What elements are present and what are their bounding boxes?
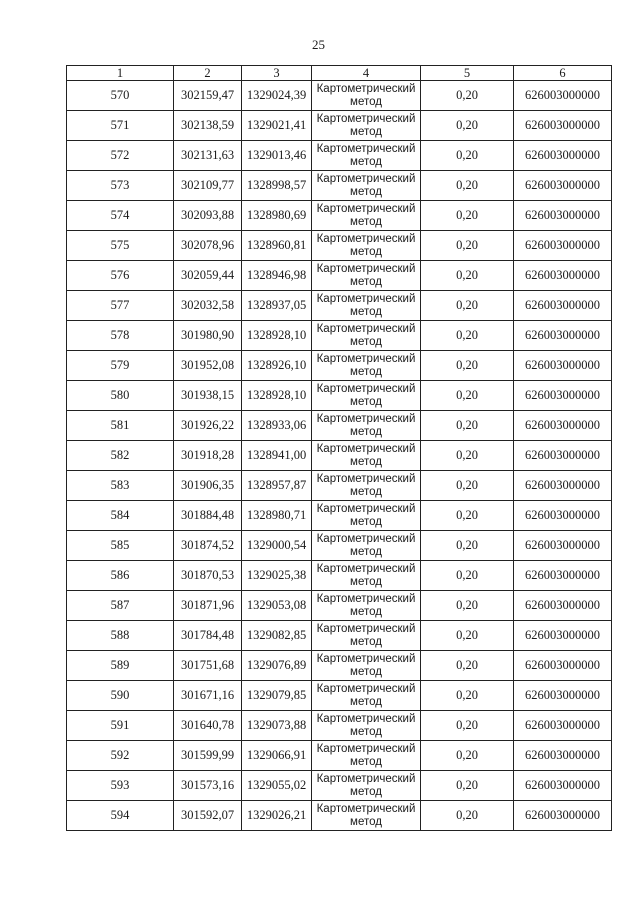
- table-row: [67, 681, 612, 711]
- table-row: [67, 801, 612, 831]
- y-coordinate-cell: 1328941,00: [242, 441, 312, 471]
- accuracy-cell: 0,20: [421, 801, 514, 831]
- point-number-cell: 582: [67, 441, 174, 471]
- y-coordinate-cell: 1329026,21: [242, 801, 312, 831]
- y-coordinate-cell: 1329024,39: [242, 81, 312, 111]
- cadastral-number-cell: 626003000000: [514, 591, 612, 621]
- cadastral-number-cell: 626003000000: [514, 141, 612, 171]
- point-number-cell: 577: [67, 291, 174, 321]
- method-cell: [312, 561, 421, 591]
- method-text: Картометрический метод: [316, 202, 416, 228]
- cadastral-number-cell: 626003000000: [514, 441, 612, 471]
- method-text: Картометрический метод: [316, 82, 416, 108]
- accuracy-cell: 0,20: [421, 291, 514, 321]
- column-header: 1: [67, 66, 174, 81]
- table-row: [67, 741, 612, 771]
- method-cell: [312, 801, 421, 831]
- x-coordinate-cell: 301952,08: [174, 351, 242, 381]
- point-number-cell: 578: [67, 321, 174, 351]
- x-coordinate-cell: 301751,68: [174, 651, 242, 681]
- cadastral-number-cell: 626003000000: [514, 411, 612, 441]
- method-text: Картометрический метод: [316, 172, 416, 198]
- x-coordinate-cell: 301918,28: [174, 441, 242, 471]
- table-row: [67, 771, 612, 801]
- x-coordinate-cell: 301671,16: [174, 681, 242, 711]
- method-text: Картометрический метод: [316, 802, 416, 828]
- method-text: Картометрический метод: [316, 292, 416, 318]
- point-number-cell: 574: [67, 201, 174, 231]
- point-number-cell: 576: [67, 261, 174, 291]
- y-coordinate-cell: 1328928,10: [242, 381, 312, 411]
- point-number-cell: 585: [67, 531, 174, 561]
- method-cell: [312, 261, 421, 291]
- table-row: [67, 531, 612, 561]
- table-row: [67, 471, 612, 501]
- table-row: [67, 141, 612, 171]
- table-row: [67, 621, 612, 651]
- method-cell: [312, 591, 421, 621]
- table-row: [67, 351, 612, 381]
- x-coordinate-cell: 301784,48: [174, 621, 242, 651]
- method-text: Картометрический метод: [316, 232, 416, 258]
- table-row: [67, 81, 612, 111]
- accuracy-cell: 0,20: [421, 651, 514, 681]
- x-coordinate-cell: 302093,88: [174, 201, 242, 231]
- cadastral-number-cell: 626003000000: [514, 351, 612, 381]
- page-number: 25: [312, 37, 325, 52]
- y-coordinate-cell: 1329073,88: [242, 711, 312, 741]
- method-cell: [312, 531, 421, 561]
- y-coordinate-cell: 1328980,69: [242, 201, 312, 231]
- method-text: Картометрический метод: [316, 142, 416, 168]
- y-coordinate-cell: 1328946,98: [242, 261, 312, 291]
- accuracy-cell: 0,20: [421, 381, 514, 411]
- x-coordinate-cell: 301573,16: [174, 771, 242, 801]
- y-coordinate-cell: 1329025,38: [242, 561, 312, 591]
- accuracy-cell: 0,20: [421, 471, 514, 501]
- column-header: 3: [242, 66, 312, 81]
- point-number-cell: 571: [67, 111, 174, 141]
- y-coordinate-cell: 1328960,81: [242, 231, 312, 261]
- cadastral-number-cell: 626003000000: [514, 321, 612, 351]
- accuracy-cell: 0,20: [421, 141, 514, 171]
- method-cell: [312, 471, 421, 501]
- cadastral-number-cell: 626003000000: [514, 621, 612, 651]
- x-coordinate-cell: 302078,96: [174, 231, 242, 261]
- point-number-cell: 572: [67, 141, 174, 171]
- method-cell: [312, 321, 421, 351]
- method-cell: [312, 381, 421, 411]
- method-text: Картометрический метод: [316, 472, 416, 498]
- y-coordinate-cell: 1329076,89: [242, 651, 312, 681]
- method-text: Картометрический метод: [316, 712, 416, 738]
- method-text: Картометрический метод: [316, 772, 416, 798]
- table-row: [67, 561, 612, 591]
- method-cell: [312, 771, 421, 801]
- column-header: 2: [174, 66, 242, 81]
- y-coordinate-cell: 1329055,02: [242, 771, 312, 801]
- cadastral-number-cell: 626003000000: [514, 801, 612, 831]
- table-row: [67, 291, 612, 321]
- cadastral-number-cell: 626003000000: [514, 561, 612, 591]
- point-number-cell: 575: [67, 231, 174, 261]
- point-number-cell: 594: [67, 801, 174, 831]
- y-coordinate-cell: 1329021,41: [242, 111, 312, 141]
- method-text: Картометрический метод: [316, 622, 416, 648]
- table-row: [67, 591, 612, 621]
- y-coordinate-cell: 1328937,05: [242, 291, 312, 321]
- table-row: [67, 231, 612, 261]
- cadastral-number-cell: 626003000000: [514, 231, 612, 261]
- method-cell: [312, 711, 421, 741]
- y-coordinate-cell: 1329013,46: [242, 141, 312, 171]
- method-cell: [312, 651, 421, 681]
- accuracy-cell: 0,20: [421, 351, 514, 381]
- method-text: Картометрический метод: [316, 112, 416, 138]
- table-row: [67, 501, 612, 531]
- accuracy-cell: 0,20: [421, 321, 514, 351]
- accuracy-cell: 0,20: [421, 531, 514, 561]
- y-coordinate-cell: 1329079,85: [242, 681, 312, 711]
- point-number-cell: 570: [67, 81, 174, 111]
- accuracy-cell: 0,20: [421, 201, 514, 231]
- method-text: Картометрический метод: [316, 502, 416, 528]
- table-row: [67, 711, 612, 741]
- y-coordinate-cell: 1329000,54: [242, 531, 312, 561]
- method-text: Картометрический метод: [316, 592, 416, 618]
- table-row: [67, 651, 612, 681]
- accuracy-cell: 0,20: [421, 681, 514, 711]
- point-number-cell: 589: [67, 651, 174, 681]
- column-header: 4: [312, 66, 421, 81]
- cadastral-number-cell: 626003000000: [514, 291, 612, 321]
- y-coordinate-cell: 1329066,91: [242, 741, 312, 771]
- table-row: [67, 171, 612, 201]
- method-cell: [312, 171, 421, 201]
- method-text: Картометрический метод: [316, 652, 416, 678]
- accuracy-cell: 0,20: [421, 111, 514, 141]
- x-coordinate-cell: 301592,07: [174, 801, 242, 831]
- point-number-cell: 584: [67, 501, 174, 531]
- column-header: 5: [421, 66, 514, 81]
- x-coordinate-cell: 301938,15: [174, 381, 242, 411]
- method-cell: [312, 501, 421, 531]
- x-coordinate-cell: 301980,90: [174, 321, 242, 351]
- table-row: [67, 441, 612, 471]
- method-cell: [312, 351, 421, 381]
- method-cell: [312, 291, 421, 321]
- x-coordinate-cell: 301870,53: [174, 561, 242, 591]
- cadastral-number-cell: 626003000000: [514, 531, 612, 561]
- method-text: Картометрический метод: [316, 742, 416, 768]
- method-cell: [312, 111, 421, 141]
- method-text: Картометрический метод: [316, 562, 416, 588]
- point-number-cell: 590: [67, 681, 174, 711]
- cadastral-number-cell: 626003000000: [514, 201, 612, 231]
- table-body: [67, 81, 612, 831]
- method-text: Картометрический метод: [316, 262, 416, 288]
- x-coordinate-cell: 302059,44: [174, 261, 242, 291]
- table-row: [67, 321, 612, 351]
- accuracy-cell: 0,20: [421, 411, 514, 441]
- method-cell: [312, 81, 421, 111]
- cadastral-number-cell: 626003000000: [514, 381, 612, 411]
- method-text: Картометрический метод: [316, 682, 416, 708]
- point-number-cell: 586: [67, 561, 174, 591]
- x-coordinate-cell: 302109,77: [174, 171, 242, 201]
- table-row: [67, 381, 612, 411]
- method-cell: [312, 681, 421, 711]
- method-cell: [312, 411, 421, 441]
- point-number-cell: 581: [67, 411, 174, 441]
- y-coordinate-cell: 1328933,06: [242, 411, 312, 441]
- accuracy-cell: 0,20: [421, 741, 514, 771]
- y-coordinate-cell: 1328957,87: [242, 471, 312, 501]
- accuracy-cell: 0,20: [421, 501, 514, 531]
- accuracy-cell: 0,20: [421, 621, 514, 651]
- y-coordinate-cell: 1329053,08: [242, 591, 312, 621]
- x-coordinate-cell: 301640,78: [174, 711, 242, 741]
- x-coordinate-cell: 301906,35: [174, 471, 242, 501]
- method-text: Картометрический метод: [316, 322, 416, 348]
- x-coordinate-cell: 301599,99: [174, 741, 242, 771]
- method-text: Картометрический метод: [316, 442, 416, 468]
- cadastral-number-cell: 626003000000: [514, 171, 612, 201]
- y-coordinate-cell: 1329082,85: [242, 621, 312, 651]
- x-coordinate-cell: 301874,52: [174, 531, 242, 561]
- method-cell: [312, 201, 421, 231]
- accuracy-cell: 0,20: [421, 441, 514, 471]
- table-row: [67, 111, 612, 141]
- point-number-cell: 573: [67, 171, 174, 201]
- accuracy-cell: 0,20: [421, 81, 514, 111]
- method-text: Картометрический метод: [316, 532, 416, 558]
- y-coordinate-cell: 1328998,57: [242, 171, 312, 201]
- point-number-cell: 583: [67, 471, 174, 501]
- cadastral-number-cell: 626003000000: [514, 651, 612, 681]
- point-number-cell: 579: [67, 351, 174, 381]
- cadastral-number-cell: 626003000000: [514, 501, 612, 531]
- table-row: [67, 201, 612, 231]
- point-number-cell: 580: [67, 381, 174, 411]
- x-coordinate-cell: 302138,59: [174, 111, 242, 141]
- cadastral-number-cell: 626003000000: [514, 111, 612, 141]
- table-header-row: [67, 66, 612, 81]
- accuracy-cell: 0,20: [421, 561, 514, 591]
- point-number-cell: 588: [67, 621, 174, 651]
- cadastral-number-cell: 626003000000: [514, 81, 612, 111]
- accuracy-cell: 0,20: [421, 591, 514, 621]
- cadastral-number-cell: 626003000000: [514, 741, 612, 771]
- accuracy-cell: 0,20: [421, 711, 514, 741]
- table-row: [67, 411, 612, 441]
- cadastral-number-cell: 626003000000: [514, 711, 612, 741]
- x-coordinate-cell: 301871,96: [174, 591, 242, 621]
- method-text: Картометрический метод: [316, 352, 416, 378]
- method-cell: [312, 741, 421, 771]
- y-coordinate-cell: 1328926,10: [242, 351, 312, 381]
- x-coordinate-cell: 301884,48: [174, 501, 242, 531]
- method-cell: [312, 231, 421, 261]
- method-cell: [312, 621, 421, 651]
- accuracy-cell: 0,20: [421, 231, 514, 261]
- y-coordinate-cell: 1328928,10: [242, 321, 312, 351]
- x-coordinate-cell: 302032,58: [174, 291, 242, 321]
- cadastral-number-cell: 626003000000: [514, 261, 612, 291]
- method-cell: [312, 441, 421, 471]
- x-coordinate-cell: 301926,22: [174, 411, 242, 441]
- accuracy-cell: 0,20: [421, 171, 514, 201]
- cadastral-number-cell: 626003000000: [514, 771, 612, 801]
- method-cell: [312, 141, 421, 171]
- method-text: Картометрический метод: [316, 382, 416, 408]
- y-coordinate-cell: 1328980,71: [242, 501, 312, 531]
- point-number-cell: 592: [67, 741, 174, 771]
- accuracy-cell: 0,20: [421, 261, 514, 291]
- cadastral-number-cell: 626003000000: [514, 681, 612, 711]
- cadastral-number-cell: 626003000000: [514, 471, 612, 501]
- coordinates-table: [66, 65, 612, 831]
- column-header: 6: [514, 66, 612, 81]
- table-row: [67, 261, 612, 291]
- point-number-cell: 593: [67, 771, 174, 801]
- point-number-cell: 591: [67, 711, 174, 741]
- point-number-cell: 587: [67, 591, 174, 621]
- method-text: Картометрический метод: [316, 412, 416, 438]
- x-coordinate-cell: 302159,47: [174, 81, 242, 111]
- accuracy-cell: 0,20: [421, 771, 514, 801]
- x-coordinate-cell: 302131,63: [174, 141, 242, 171]
